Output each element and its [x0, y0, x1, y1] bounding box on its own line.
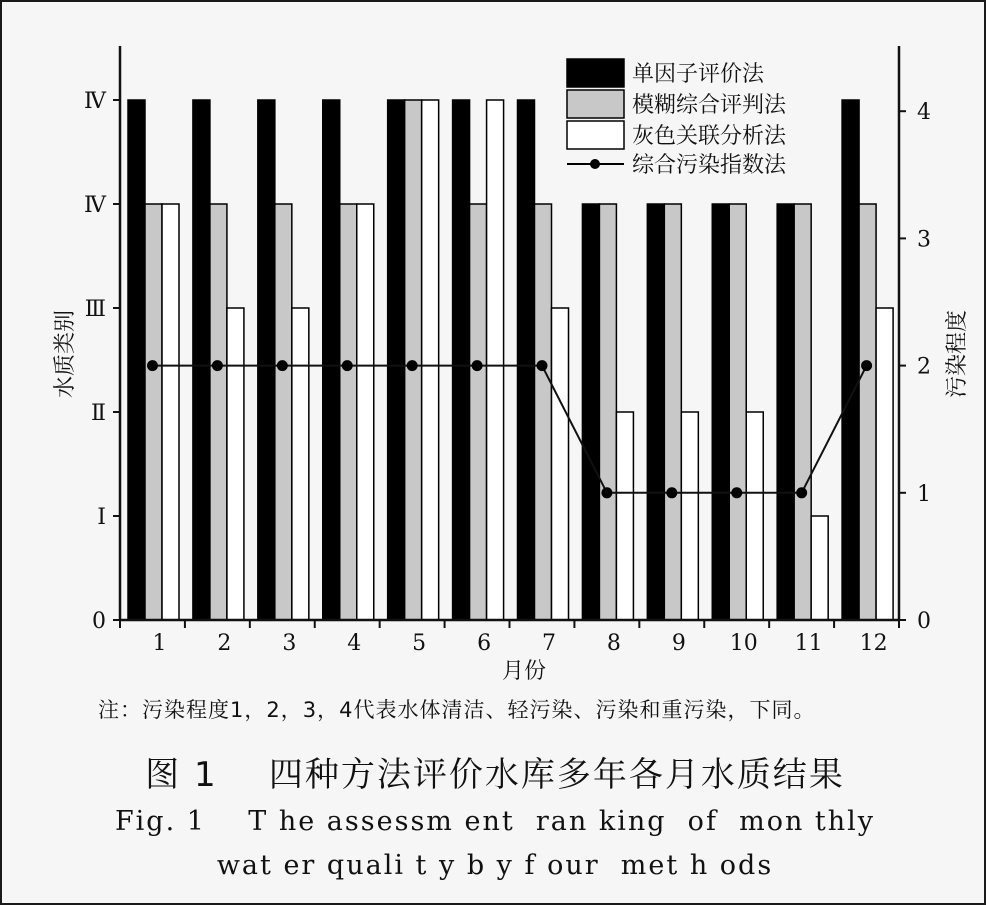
pollution-index-point-month-7	[537, 360, 548, 371]
legend-label-fuzzy: 模糊综合评判法	[632, 93, 787, 118]
bar-fuzzy-month-5	[405, 100, 422, 620]
x-axis-title: 月份	[501, 659, 547, 684]
bar-single-factor-month-5	[388, 100, 405, 620]
legend	[567, 59, 787, 178]
legend-label-single-factor: 单因子评价法	[632, 62, 765, 87]
bar-fuzzy-month-6	[470, 204, 487, 620]
bar-fuzzy-month-11	[794, 204, 811, 620]
bar-fuzzy-month-7	[535, 204, 552, 620]
x-tick-label: 7	[542, 631, 556, 656]
pollution-index-point-month-2	[212, 360, 223, 371]
bar-fuzzy-month-10	[729, 204, 746, 620]
legend-label-pollution-index: 综合污染指数法	[632, 153, 787, 178]
x-tick-label: 2	[217, 631, 232, 656]
figure-note: 注：污染程度1，2，3，4代表水体清洁、轻污染、污染和重污染，下同。	[98, 698, 816, 722]
bar-single-factor-month-10	[712, 204, 729, 620]
pollution-index-point-month-12	[861, 360, 872, 371]
legend-swatch-grey-relational	[567, 121, 624, 149]
legend-swatch-fuzzy	[567, 90, 624, 118]
pollution-index-point-month-10	[731, 487, 742, 498]
pollution-index-point-month-4	[342, 360, 353, 371]
pollution-index-point-month-9	[666, 487, 677, 498]
left-tick-label: Ⅳ	[84, 89, 106, 114]
bar-grey-relational-month-8	[616, 412, 633, 620]
left-tick-label: Ⅱ	[91, 401, 106, 426]
bar-single-factor-month-11	[777, 204, 794, 620]
legend-label-grey-relational: 灰色关联分析法	[632, 124, 787, 149]
right-tick-label: 3	[917, 227, 931, 253]
bar-grey-relational-month-7	[552, 308, 569, 620]
right-tick-label: 2	[917, 354, 931, 380]
bar-grey-relational-month-5	[422, 100, 439, 620]
left-tick-label: 0	[92, 609, 106, 634]
bar-single-factor-month-8	[582, 204, 599, 620]
x-tick-label: 8	[606, 631, 621, 656]
bar-fuzzy-month-1	[145, 204, 162, 620]
left-tick-label: Ⅰ	[97, 505, 106, 530]
bar-single-factor-month-12	[842, 100, 859, 620]
left-y-axis-title: 水质类别	[53, 309, 78, 399]
left-tick-label: Ⅳ	[84, 193, 106, 218]
bar-grey-relational-month-6	[487, 100, 504, 620]
x-tick-label: 9	[671, 631, 686, 656]
bar-single-factor-month-6	[453, 100, 470, 620]
bar-grey-relational-month-2	[227, 308, 244, 620]
bar-fuzzy-month-3	[275, 204, 292, 620]
bar-single-factor-month-4	[323, 100, 340, 620]
pollution-index-point-month-11	[796, 487, 807, 498]
x-tick-label: 5	[412, 631, 427, 656]
left-tick-label: Ⅲ	[84, 297, 106, 322]
bar-fuzzy-month-12	[859, 204, 876, 620]
x-tick-label: 1	[152, 631, 167, 656]
right-tick-label: 0	[917, 609, 931, 634]
bar-fuzzy-month-4	[340, 204, 357, 620]
combo-chart	[2, 2, 984, 692]
pollution-index-point-month-6	[472, 360, 483, 371]
pollution-index-point-month-8	[601, 487, 612, 498]
bar-grey-relational-month-4	[357, 204, 374, 620]
x-tick-label: 10	[729, 631, 758, 656]
x-tick-label: 6	[477, 631, 492, 656]
bar-fuzzy-month-9	[664, 204, 681, 620]
bar-grey-relational-month-12	[876, 308, 893, 620]
x-tick-label: 4	[347, 631, 362, 656]
pollution-index-point-month-5	[407, 360, 418, 371]
pollution-index-point-month-1	[147, 360, 158, 371]
bar-single-factor-month-9	[647, 204, 664, 620]
x-tick-label: 12	[859, 631, 888, 656]
right-y-axis-title: 污染程度	[945, 309, 970, 399]
bar-grey-relational-month-10	[746, 412, 763, 620]
bar-single-factor-month-3	[258, 100, 275, 620]
figure-caption-zh: 图 1 四种方法评价水库多年各月水质结果	[145, 755, 845, 795]
bar-single-factor-month-7	[518, 100, 535, 620]
bar-grey-relational-month-9	[681, 412, 698, 620]
right-tick-label: 4	[917, 100, 931, 126]
bar-grey-relational-month-11	[811, 516, 828, 620]
x-tick-label: 11	[794, 631, 823, 656]
bar-single-factor-month-1	[128, 100, 145, 620]
figure-caption-en-line1: Fig. 1 T he assessm ent ran king of mon thly	[114, 806, 876, 837]
pollution-index-point-month-3	[277, 360, 288, 371]
bar-fuzzy-month-2	[210, 204, 227, 620]
bar-grey-relational-month-3	[292, 308, 309, 620]
legend-marker-pollution-index	[590, 159, 600, 169]
bar-single-factor-month-2	[193, 100, 210, 620]
bar-fuzzy-month-8	[599, 204, 616, 620]
right-tick-label: 1	[917, 481, 931, 507]
bar-grey-relational-month-1	[162, 204, 179, 620]
figure-caption-en-line2: wat er quali t y b y f our met h ods	[216, 850, 774, 881]
bars-layer	[128, 100, 893, 620]
legend-swatch-single-factor	[567, 59, 624, 87]
x-tick-label: 3	[282, 631, 297, 656]
